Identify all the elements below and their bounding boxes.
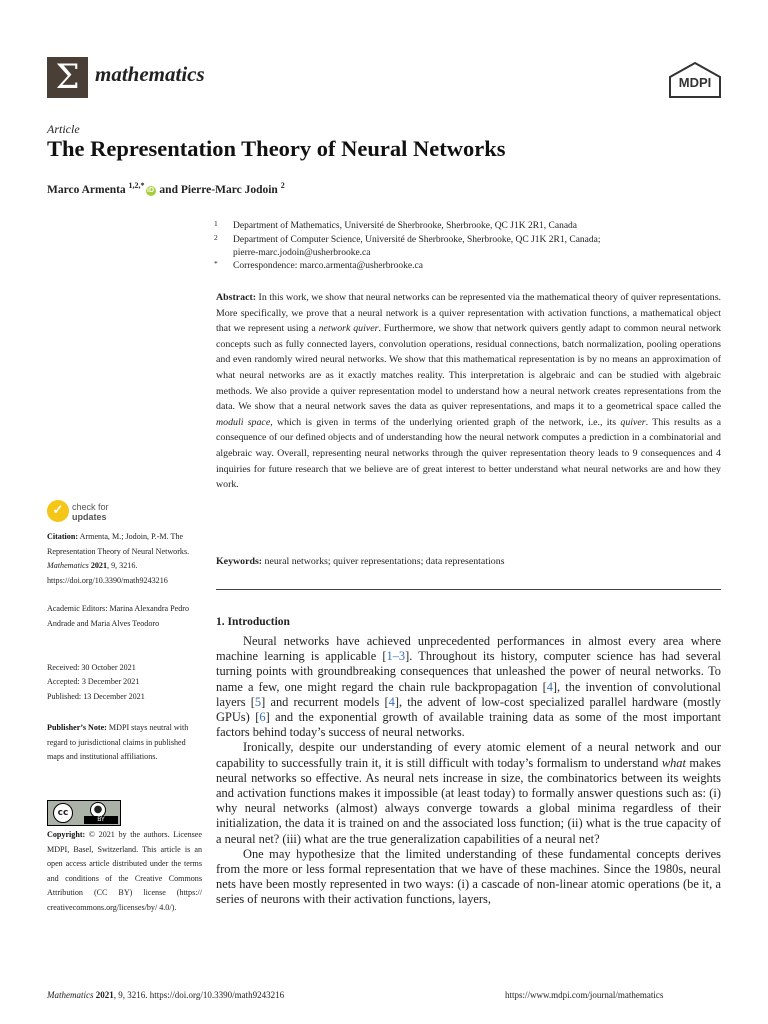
correspondence[interactable]: Correspondence: marco.armenta@usherbrooke.ca — [233, 261, 423, 271]
publishers-note — [47, 721, 202, 765]
abstract-text: In this work, we show that neural networks can be represented via the mathematical theory of quiver representations. More specifically, we prove that a neural network is a quiver representation with activation functions, a mathematical object that we represent using a — [216, 292, 721, 335]
copyright-block — [47, 828, 202, 916]
check-updates-icon: ✓ — [47, 500, 69, 522]
author-separator: and — [156, 183, 181, 196]
paragraph-text: makes neural networks so effective. As neural nets increase in size, the combinatorics between its weights and activation functions makes it impossible (at least today) to formally answer questions such as: (i) why neural networks (almost) always converge towards a global minima regardless of their initialization, the data it is trained on and the associated loss function; (ii) what is the true capacity of a neural net? (iii) what are the true generalization capabilities of a neural net? — [216, 755, 721, 846]
attribution-icon: ● — [90, 802, 106, 818]
cc-icon: cc — [53, 803, 73, 823]
mdpi-text: MDPI — [678, 75, 712, 90]
abstract-term: moduli space — [216, 416, 271, 428]
section-divider — [216, 589, 721, 590]
page-title: The Representation Theory of Neural Networks — [47, 136, 506, 161]
author-name: Pierre-Marc Jodoin — [180, 183, 278, 196]
footer-journal: Mathematics — [47, 990, 94, 1000]
citation-journal: Mathematics — [47, 561, 89, 571]
keywords-label: Keywords: — [216, 556, 263, 567]
copyright-text: © 2021 by the authors. Licensee MDPI, Basel, Switzerland. This article is an open access article distributed under the terms and conditions of the Creative Commons Attribution (CC BY) license (https:// creativecommons.org/licenses/by/ 4.0/). — [47, 830, 202, 912]
citation-block — [47, 530, 202, 588]
citation-doi[interactable]: , 9, 3216. https://doi.org/10.3390/math9243216 — [47, 561, 168, 585]
author-name: Marco Armenta — [47, 183, 126, 196]
check-updates-label[interactable]: updates — [72, 512, 107, 522]
cc-by-license-badge[interactable] — [47, 800, 121, 826]
paragraph-text: ], the invention of convolutional layers [ — [216, 679, 721, 709]
footer-citation — [47, 990, 284, 1000]
note-text: MDPI stays neutral with regard to jurisdictional claims in published maps and institutional affiliations. — [47, 723, 189, 762]
orcid-icon[interactable]: iD — [147, 186, 155, 194]
affiliation-mark: 2 — [214, 233, 218, 242]
paragraph-text: Ironically, despite our understanding of every atomic element of a neural network and our capability to successfully train it, it is still difficult with today’s formalism to understand — [216, 740, 721, 770]
abstract-term: network quiver — [318, 323, 379, 335]
academic-editors: Academic Editors: Marina Alexandra Pedro Andrade and Maria Alves Teodoro — [47, 604, 190, 628]
paragraph-text: ]. Throughout its history, computer science has had several turning points with groundbreaking consequences that unleashed the power of neural networks. To name a few, one might regard the chain rule backpropagation [ — [216, 649, 721, 694]
citation-link[interactable]: 4 — [546, 679, 553, 694]
abstract-term: quiver — [620, 416, 646, 428]
citation-year: 2021 — [88, 561, 108, 571]
footer-journal-url[interactable]: https://www.mdpi.com/journal/mathematics — [505, 990, 664, 1000]
abstract-text: . Furthermore, we show that network quivers gently adapt to common neural network concepts such as fully connected layers, convolution operations, residual connections, batch normalization, pooling operations and even randomly wired neural networks. We show that this mathematical representation is by no means an approximation of what neural networks are as it exactly matches reality. This interpretation is algebraic and can be studied with algebraic methods. We also provide a quiver representation model to understand how a neural network creates representations from the data. We show that a neural network saves the data as quiver representations, and maps it to a geometrical space called the — [216, 323, 721, 413]
abstract-text: , which is given in terms of the underlying oriented graph of the network, i.e., its — [270, 416, 621, 428]
section-heading: 1. Introduction — [216, 616, 290, 628]
citation-label: Citation: — [47, 532, 79, 541]
published-date: Published: 13 December 2021 — [47, 692, 145, 701]
citation-link[interactable]: 5 — [254, 694, 262, 709]
author-superscript: 2 — [280, 181, 285, 190]
note-label: Publisher’s Note: — [47, 723, 107, 732]
affiliation-text: Department of Mathematics, Université de Sherbrooke, Sherbrooke, QC J1K 2R1, Canada — [233, 221, 578, 231]
keywords — [216, 556, 721, 567]
mdpi-logo — [668, 62, 722, 98]
citation-text: Armenta, M.; Jodoin, P.-M. The Representation Theory of Neural Networks. — [47, 532, 190, 556]
abstract — [216, 290, 721, 493]
footer-year: 2021 — [93, 990, 114, 1000]
affiliation-text: Department of Computer Science, Université de Sherbrooke, Sherbrooke, QC J1K 2R1, Canada; — [233, 235, 601, 245]
cc-by-label: BY — [84, 816, 118, 824]
paragraph-text: ], the advent of low-cost specialized parallel hardware (mostly GPUs) [ — [216, 694, 721, 725]
author-line — [47, 181, 285, 196]
paragraph — [216, 634, 721, 740]
received-date: Received: 30 October 2021 — [47, 663, 136, 672]
citation-link[interactable]: 1–3 — [386, 649, 406, 664]
accepted-date: Accepted: 3 December 2021 — [47, 677, 140, 686]
paragraph-emphasis: what — [661, 755, 686, 770]
paragraph-text: Neural networks have achieved unprecedented performances in almost every area where machine learning is applicable [ — [216, 634, 721, 664]
journal-name: mathematics — [95, 62, 205, 86]
check-for-updates-button[interactable] — [47, 500, 69, 522]
author-superscript: 1,2,* — [128, 181, 145, 190]
check-updates-label[interactable]: check for — [72, 502, 109, 512]
abstract-text: . This results as a consequence of our defined objects and of understanding how the neural network computes a prediction in a combinatorial and algebraic way. Overall, representing neural networks through the quiver representation theory leads to 9 consequences and 4 inquiries for future research that we believe are of great interest to better understand what neural networks are and how they work. — [216, 416, 721, 491]
affiliation-email[interactable]: pierre-marc.jodoin@usherbrooke.ca — [233, 248, 371, 258]
keywords-text: neural networks; quiver representations; data representations — [262, 556, 505, 567]
paragraph-text: ] and the exponential growth of available training data as some of the most important factors behind today’s success of neural networks. — [216, 710, 721, 740]
paragraph: One may hypothesize that the limited understanding of these fundamental concepts derives from the more or less formal representation that we have of these machines. Since the 1980s, neural nets have been mostly represented in two ways: (i) a cascade of non-linear atomic operations (be it, a series of neurons with their activation functions, layers, — [216, 846, 721, 907]
affiliation-mark: 1 — [214, 219, 218, 228]
body-text — [216, 634, 721, 908]
affiliation-mark: * — [214, 259, 218, 268]
article-type: Article — [47, 122, 80, 136]
paragraph-text: ] and recurrent models [ — [261, 694, 389, 709]
abstract-label: Abstract: — [216, 292, 257, 303]
citation-link[interactable]: 6 — [259, 710, 266, 725]
copyright-label: Copyright: — [47, 830, 86, 839]
footer-doi[interactable]: , 9, 3216. https://doi.org/10.3390/math9243216 — [113, 990, 285, 1000]
journal-logo: Σ — [47, 57, 88, 98]
paragraph — [216, 740, 721, 846]
citation-link[interactable]: 4 — [388, 694, 395, 709]
